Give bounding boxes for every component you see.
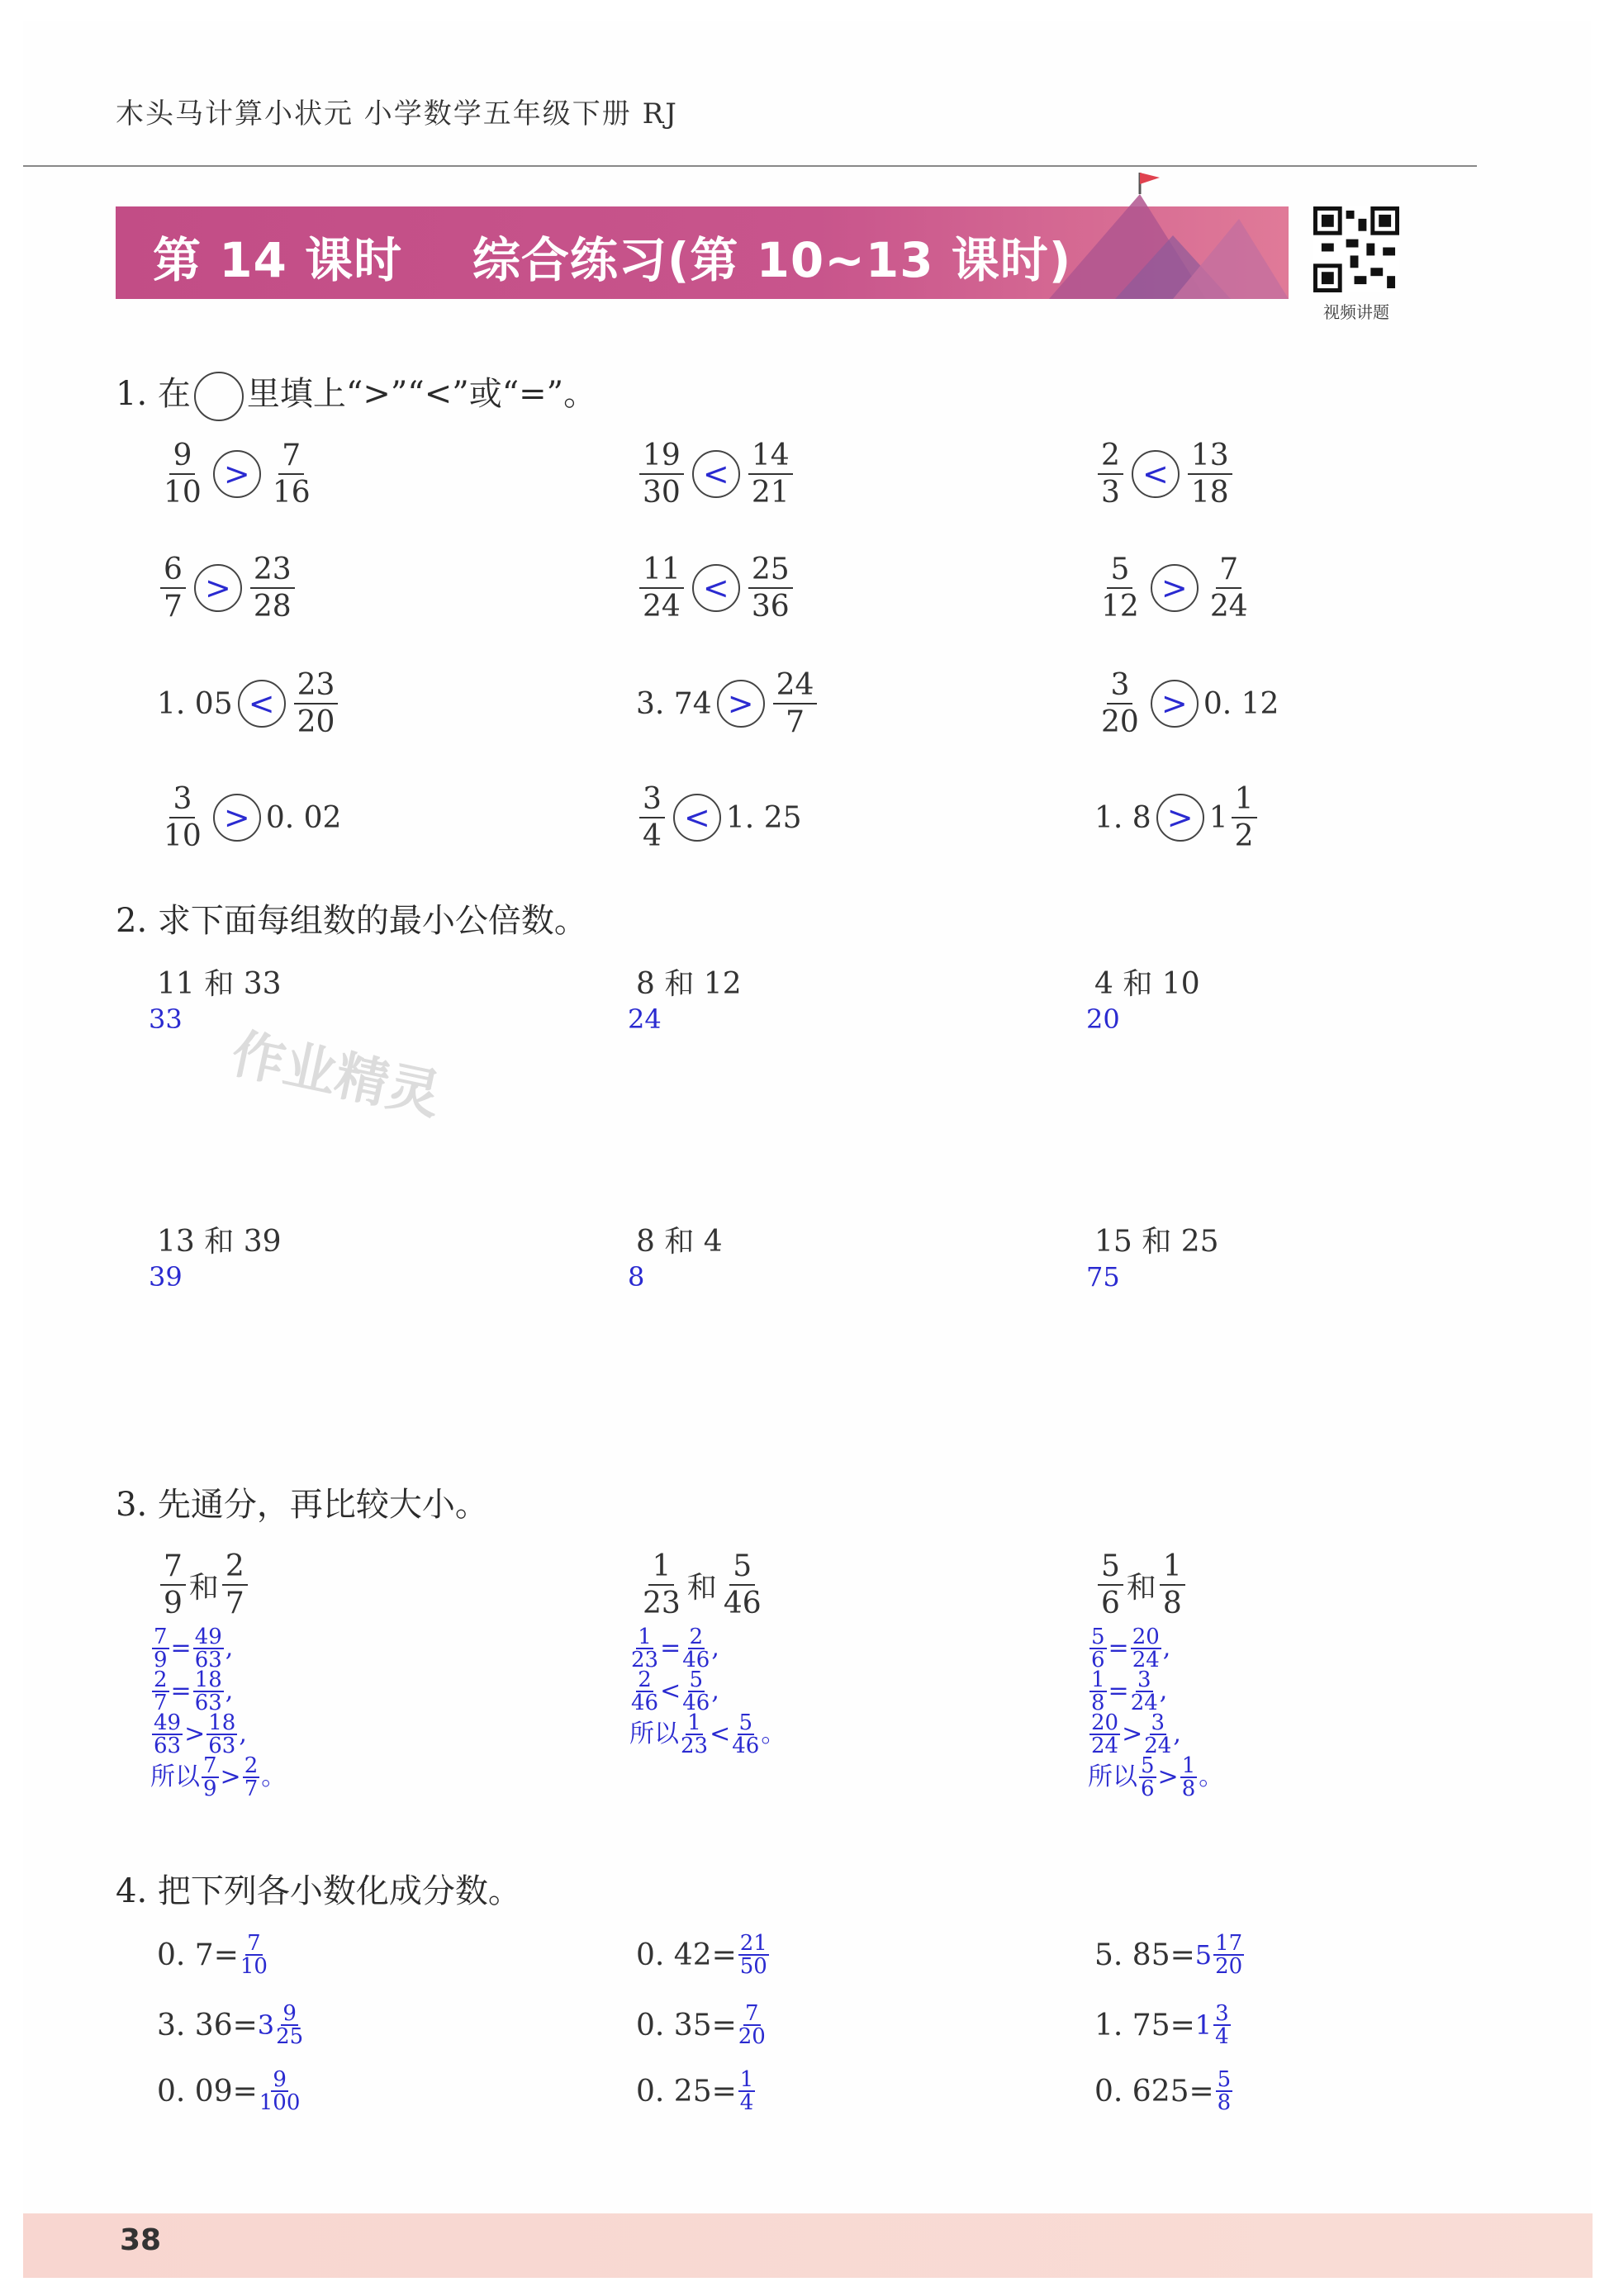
decimal-label: 3. 36=	[157, 2008, 258, 2042]
decimal-item	[157, 2069, 301, 2113]
denominator: 8	[1162, 1587, 1182, 1621]
fraction	[160, 552, 186, 624]
fraction	[1232, 781, 1257, 854]
numerator: 5	[1098, 1549, 1123, 1586]
book-header: 木头马计算小状元 小学数学五年级下册 RJ	[116, 97, 678, 130]
denominator: 10	[164, 819, 202, 854]
solution-step	[1088, 1627, 1223, 1670]
compare-item	[1094, 552, 1255, 624]
fraction	[738, 2003, 766, 2047]
numerator: 3	[1151, 1710, 1165, 1735]
solution-step	[150, 1753, 287, 1801]
denominator: 12	[1101, 590, 1139, 624]
compare-item	[1094, 667, 1279, 740]
fraction	[720, 1549, 765, 1621]
numerator: 7	[745, 2001, 759, 2026]
lcm-label: 8 和 12	[636, 967, 742, 1001]
compare-answer-circle[interactable]: <	[692, 564, 740, 612]
numerator: 49	[154, 1710, 182, 1735]
fraction	[276, 2003, 303, 2047]
denominator: 25	[276, 2024, 304, 2049]
denominator: 63	[194, 1691, 222, 1715]
denominator: 100	[259, 2090, 301, 2115]
fraction	[631, 1626, 658, 1671]
fraction	[1207, 552, 1251, 624]
decimal-item	[636, 2003, 767, 2047]
fraction	[1213, 1933, 1244, 1977]
fraction	[1160, 1549, 1185, 1621]
denominator: 10	[164, 476, 202, 510]
punct: ,	[239, 1720, 247, 1748]
fraction	[206, 1712, 237, 1757]
lesson-title: 第 14 课时 综合练习(第 10~13 课时)	[153, 232, 1072, 288]
compare-pair	[636, 1549, 768, 1621]
punct: ,	[1162, 1634, 1171, 1663]
fraction	[152, 1669, 169, 1714]
numerator: 19	[639, 438, 684, 475]
numerator: 5	[689, 1667, 704, 1692]
denominator: 4	[643, 819, 662, 854]
lcm-label: 15 和 25	[1094, 1225, 1219, 1259]
left-value: 1. 8	[1094, 800, 1151, 835]
denominator: 7	[786, 705, 805, 740]
numerator: 7	[160, 1549, 186, 1586]
denominator: 24	[1091, 1734, 1119, 1758]
numerator: 5	[1107, 552, 1132, 589]
denominator: 9	[203, 1777, 217, 1801]
denominator: 16	[272, 476, 311, 510]
compare-item	[636, 552, 796, 624]
whole-part: 1	[1208, 800, 1228, 835]
numerator: 1	[1181, 1753, 1196, 1778]
fraction	[773, 667, 818, 740]
worked-solution	[150, 1627, 286, 1799]
decimal-label: 1. 75=	[1094, 2008, 1195, 2042]
punct: ,	[1159, 1677, 1168, 1705]
operator: =	[1108, 1677, 1129, 1705]
solution-step	[150, 1667, 286, 1715]
compare-pair	[1094, 1549, 1189, 1621]
compare-item	[157, 781, 341, 854]
decimal-item	[157, 1933, 269, 1977]
denominator: 46	[682, 1691, 710, 1715]
compare-answer-circle[interactable]: <	[692, 450, 740, 498]
numerator: 1	[1160, 1549, 1185, 1586]
numerator: 3	[1215, 2001, 1229, 2026]
denominator: 28	[253, 590, 292, 624]
denominator: 46	[631, 1691, 659, 1715]
punct: ,	[1173, 1720, 1181, 1748]
denominator: 46	[723, 1587, 762, 1621]
right-value: 0. 02	[265, 800, 342, 835]
operator: >	[184, 1720, 206, 1748]
solution-step	[1088, 1667, 1223, 1715]
denominator: 20	[1101, 705, 1139, 740]
worked-solution	[1088, 1627, 1223, 1799]
numerator: 1	[638, 1625, 652, 1649]
fraction	[1098, 438, 1123, 510]
compare-answer-circle[interactable]: >	[1151, 680, 1199, 728]
numerator: 3	[639, 781, 665, 818]
qr-label: 视频讲题	[1323, 302, 1389, 322]
fraction	[160, 1549, 186, 1621]
numerator: 13	[1188, 438, 1232, 475]
operator: <	[710, 1720, 731, 1748]
fraction	[1131, 1669, 1158, 1714]
compare-item	[636, 781, 802, 854]
operator: <	[660, 1677, 681, 1705]
decimal-item	[1094, 2003, 1232, 2047]
decimal-label: 0. 7=	[157, 1938, 239, 1972]
punct: ,	[711, 1634, 719, 1663]
numerator: 9	[273, 2067, 287, 2092]
denominator: 30	[643, 476, 681, 510]
lcm-label: 13 和 39	[157, 1225, 282, 1259]
denominator: 7	[164, 590, 183, 624]
denominator: 36	[751, 590, 790, 624]
fraction	[160, 438, 205, 510]
solution-step	[629, 1667, 786, 1715]
denominator: 24	[643, 590, 681, 624]
denominator: 7	[154, 1691, 168, 1715]
numerator: 7	[247, 1931, 261, 1956]
so-word: 所以	[150, 1762, 200, 1791]
decimal-label: 0. 625=	[1094, 2074, 1214, 2109]
punct: ,	[225, 1634, 234, 1663]
punct: ,	[225, 1677, 234, 1705]
fraction	[1098, 667, 1142, 740]
numerator: 2	[154, 1667, 168, 1692]
compare-item	[636, 438, 796, 510]
compare-answer-circle[interactable]: >	[213, 794, 261, 842]
fraction	[748, 438, 793, 510]
denominator: 8	[1181, 1777, 1196, 1801]
denominator: 46	[682, 1648, 710, 1672]
decimal-label: 0. 35=	[636, 2008, 737, 2042]
numerator: 14	[748, 438, 793, 475]
denominator: 20	[297, 705, 335, 740]
fraction	[202, 1755, 219, 1800]
lcm-answer: 39	[149, 1261, 183, 1293]
numerator: 3	[169, 781, 195, 818]
compare-item	[1094, 781, 1260, 854]
page-number: 38	[120, 2223, 162, 2257]
fraction	[738, 2069, 756, 2113]
left-value: 1. 05	[157, 686, 233, 721]
decimal-item	[636, 1933, 771, 1977]
numerator: 17	[1215, 1931, 1243, 1956]
numerator: 7	[154, 1625, 168, 1649]
numerator: 1	[1091, 1667, 1105, 1692]
fraction	[1139, 1755, 1156, 1800]
numerator: 7	[278, 438, 304, 475]
denominator: 3	[1101, 476, 1120, 510]
lcm-answer: 20	[1086, 1003, 1120, 1035]
solution-step	[1088, 1710, 1223, 1758]
and-word: 和	[686, 1570, 717, 1605]
numerator: 2	[244, 1753, 259, 1778]
denominator: 6	[1101, 1587, 1120, 1621]
numerator: 2	[1098, 438, 1123, 475]
operator: =	[170, 1677, 192, 1705]
fraction	[1089, 1626, 1107, 1671]
numerator: 1	[739, 2067, 754, 2092]
q4-prompt: 4. 把下列各小数化成分数。	[116, 1872, 521, 1910]
denominator: 23	[643, 1587, 681, 1621]
right-value: 1. 25	[725, 800, 802, 835]
numerator: 5	[1091, 1625, 1105, 1649]
compare-answer-circle[interactable]: <	[238, 680, 286, 728]
fraction	[682, 1669, 710, 1714]
numerator: 23	[250, 552, 295, 589]
operator: >	[1122, 1720, 1143, 1748]
compare-item	[157, 552, 298, 624]
denominator: 24	[1130, 1691, 1158, 1715]
fraction	[1188, 438, 1232, 510]
fraction	[152, 1626, 169, 1671]
numerator: 1	[1232, 781, 1257, 818]
compare-item	[1094, 438, 1236, 510]
numerator: 6	[160, 552, 186, 589]
numerator: 2	[638, 1667, 652, 1692]
decimal-label: 0. 09=	[157, 2074, 258, 2109]
numerator: 18	[194, 1667, 222, 1692]
fraction	[1098, 1549, 1123, 1621]
punct: 。	[761, 1720, 786, 1748]
fraction	[639, 438, 684, 510]
denominator: 9	[164, 1587, 183, 1621]
whole-part: 5	[1194, 1939, 1213, 1971]
fraction	[1213, 2003, 1231, 2047]
fraction	[243, 1755, 260, 1800]
numerator: 1	[687, 1710, 701, 1735]
fraction	[681, 1712, 708, 1757]
compare-item	[157, 667, 341, 740]
denominator: 2	[1234, 819, 1254, 854]
punct: ,	[711, 1677, 719, 1705]
solution-step	[629, 1710, 786, 1758]
decimal-label: 0. 25=	[636, 2074, 737, 2109]
fraction	[1089, 1669, 1107, 1714]
punct: 。	[1199, 1762, 1224, 1791]
compare-item	[157, 438, 317, 510]
whole-part: 1	[1194, 2009, 1213, 2041]
denominator: 63	[154, 1734, 182, 1758]
numerator: 7	[203, 1753, 217, 1778]
fraction	[193, 1669, 224, 1714]
operator: >	[220, 1762, 241, 1791]
fraction	[1089, 1712, 1120, 1757]
header-divider	[23, 165, 1477, 167]
q1-prompt: 1. 在 里填上“>”“<”或“=”。	[116, 368, 596, 421]
fraction	[639, 781, 665, 854]
fraction	[1144, 1712, 1171, 1757]
compare-pair	[157, 1549, 251, 1621]
denominator: 7	[244, 1777, 259, 1801]
denominator: 6	[1091, 1648, 1105, 1672]
denominator: 10	[240, 1954, 268, 1979]
fraction	[222, 1549, 248, 1621]
fraction	[639, 552, 684, 624]
mountain-flag-icon	[1049, 169, 1297, 301]
lcm-answer: 8	[628, 1261, 645, 1293]
numerator: 5	[729, 1549, 755, 1586]
compare-answer-circle[interactable]: <	[1132, 450, 1180, 498]
denominator: 23	[631, 1648, 659, 1672]
numerator: 18	[208, 1710, 236, 1735]
denominator: 4	[739, 2090, 754, 2115]
fraction	[160, 781, 205, 854]
numerator: 21	[739, 1931, 767, 1956]
operator: =	[170, 1634, 192, 1663]
numerator: 5	[738, 1710, 753, 1735]
numerator: 24	[773, 667, 818, 704]
lcm-label: 4 和 10	[1094, 967, 1200, 1001]
punct: 。	[261, 1762, 287, 1791]
operator: >	[1157, 1762, 1179, 1791]
denominator: 8	[1091, 1691, 1105, 1715]
lcm-label: 8 和 4	[636, 1225, 723, 1259]
fraction	[1098, 552, 1142, 624]
so-word: 所以	[629, 1720, 679, 1748]
compare-answer-circle[interactable]: >	[1156, 794, 1204, 842]
fraction	[738, 1933, 769, 1977]
numerator: 3	[1107, 667, 1132, 704]
fraction	[1180, 1755, 1198, 1800]
fraction	[152, 1712, 183, 1757]
numerator: 7	[1216, 552, 1241, 589]
q2-prompt: 2. 求下面每组数的最小公倍数。	[116, 902, 587, 940]
watermark: 作业精灵	[225, 1023, 446, 1127]
fraction	[269, 438, 314, 510]
fraction	[1131, 1626, 1161, 1671]
solution-step	[629, 1627, 786, 1670]
denominator: 24	[1132, 1648, 1160, 1672]
decimal-item	[1094, 2069, 1234, 2113]
denominator: 46	[732, 1734, 760, 1758]
decimal-item	[157, 2003, 305, 2047]
denominator: 24	[1209, 590, 1248, 624]
compare-answer-circle[interactable]: >	[1151, 564, 1199, 612]
and-word: 和	[188, 1570, 219, 1605]
numerator: 3	[1137, 1667, 1151, 1692]
decimal-label: 0. 42=	[636, 1938, 737, 1972]
fraction	[193, 1626, 224, 1671]
whole-part: 3	[257, 2009, 275, 2041]
worked-solution	[629, 1627, 786, 1756]
denominator: 63	[194, 1648, 222, 1672]
and-word: 和	[1126, 1570, 1156, 1605]
compare-answer-circle[interactable]: >	[213, 450, 261, 498]
denominator: 63	[208, 1734, 236, 1758]
decimal-label: 5. 85=	[1094, 1938, 1195, 1972]
fraction	[250, 552, 295, 624]
lcm-answer: 75	[1086, 1261, 1120, 1293]
lcm-answer: 33	[149, 1003, 183, 1035]
denominator: 23	[681, 1734, 709, 1758]
so-word: 所以	[1088, 1762, 1137, 1791]
denominator: 20	[738, 2024, 766, 2049]
denominator: 21	[751, 476, 790, 510]
fraction	[259, 2069, 301, 2113]
denominator: 6	[1141, 1777, 1155, 1801]
operator: =	[1108, 1634, 1129, 1663]
numerator: 9	[169, 438, 195, 475]
right-value: 0. 12	[1203, 686, 1279, 721]
solution-step	[150, 1627, 286, 1670]
fraction	[732, 1712, 759, 1757]
numerator: 23	[294, 667, 339, 704]
numerator: 49	[194, 1625, 222, 1649]
numerator: 2	[222, 1549, 248, 1586]
qr-code-icon[interactable]	[1313, 206, 1399, 292]
left-value: 3. 74	[636, 686, 712, 721]
denominator: 9	[154, 1648, 168, 1672]
fraction	[1216, 2069, 1233, 2113]
q3-prompt: 3. 先通分，再比较大小。	[116, 1486, 488, 1524]
numerator: 11	[639, 552, 684, 589]
decimal-item	[1094, 1933, 1246, 1977]
numerator: 5	[1141, 1753, 1155, 1778]
numerator: 1	[648, 1549, 674, 1586]
numerator: 2	[689, 1625, 704, 1649]
lcm-label: 11 和 33	[157, 967, 282, 1001]
solution-step	[150, 1710, 286, 1758]
compare-item	[636, 667, 820, 740]
numerator: 25	[748, 552, 793, 589]
denominator: 7	[225, 1587, 244, 1621]
denominator: 50	[739, 1954, 767, 1979]
circle-blank-icon	[194, 372, 244, 421]
fraction	[240, 1933, 268, 1977]
compare-answer-circle[interactable]: >	[717, 680, 765, 728]
fraction	[294, 667, 339, 740]
compare-answer-circle[interactable]: <	[673, 794, 721, 842]
fraction	[682, 1626, 710, 1671]
fraction	[639, 1549, 684, 1621]
denominator: 8	[1217, 2090, 1232, 2115]
footer-bar	[23, 2213, 1593, 2278]
compare-answer-circle[interactable]: >	[194, 564, 242, 612]
numerator: 5	[1217, 2067, 1232, 2092]
denominator: 24	[1144, 1734, 1172, 1758]
denominator: 4	[1215, 2024, 1229, 2049]
lcm-answer: 24	[628, 1003, 662, 1035]
fraction	[631, 1669, 658, 1714]
operator: =	[660, 1634, 681, 1663]
numerator: 20	[1091, 1710, 1119, 1735]
denominator: 20	[1215, 1954, 1243, 1979]
denominator: 18	[1190, 476, 1229, 510]
fraction	[748, 552, 793, 624]
solution-step	[1088, 1753, 1224, 1801]
numerator: 20	[1132, 1625, 1160, 1649]
decimal-item	[636, 2069, 757, 2113]
numerator: 9	[282, 2001, 297, 2026]
